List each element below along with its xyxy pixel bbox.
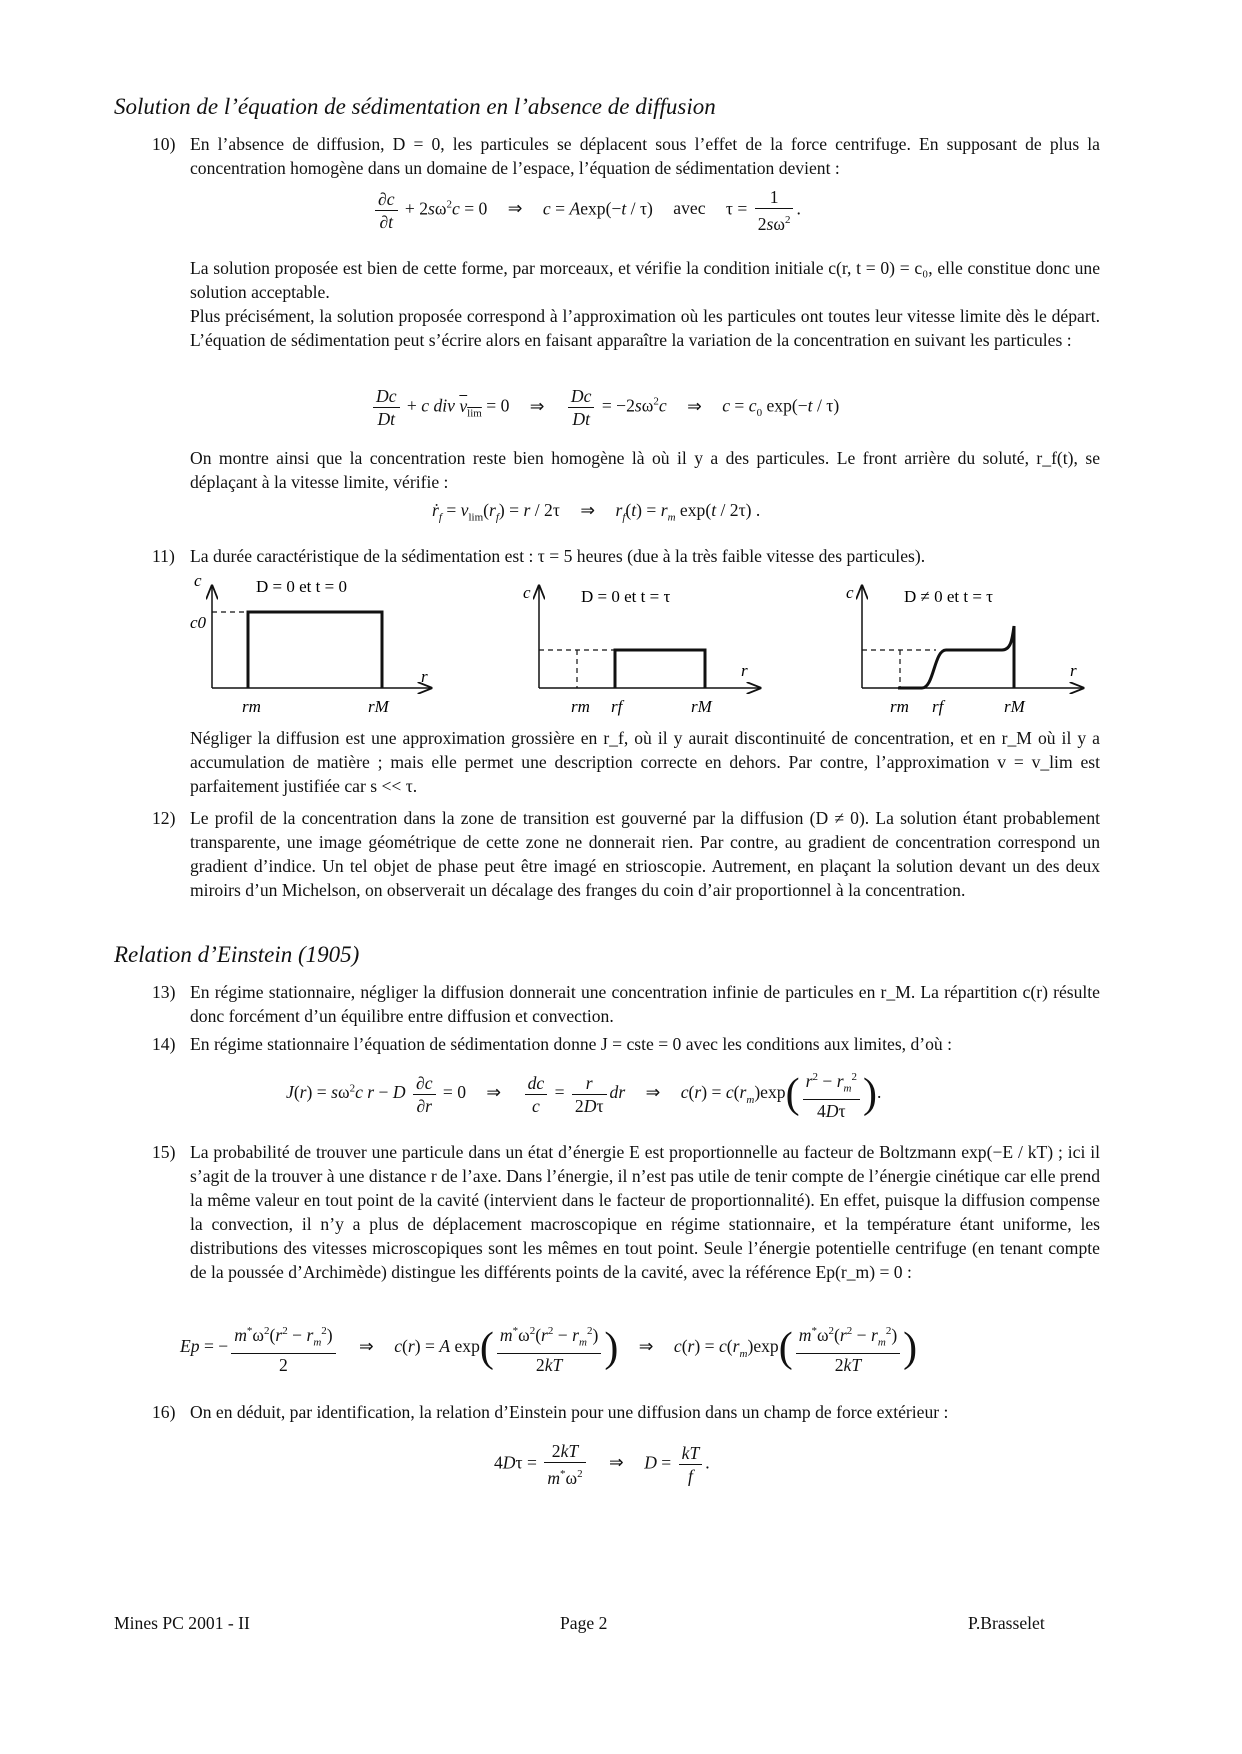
item-number: 10) (152, 134, 176, 154)
footer-author: P.Brasselet (968, 1613, 1045, 1633)
item-12-paragraph-1: Le profil de la concentration dans la zone de transition est gouverné par la diffusion (D ≠ 0). La solution étant probablement transparente, une image géométrique de cette zone ne donnerait rien. Par contre, au gradient de concentration correspond un gradient d’indice. Un tel objet de phase peut être imagé en strioscopie. Autrement, en plaçant la solution devant un des deux miroirs d’un Michelson, on observerait un décalage des franges du coin d’air proportionnel à la concentration. (190, 808, 1100, 900)
footer-left: Mines PC 2001 - II (114, 1613, 250, 1633)
axis-label-r: r (741, 661, 748, 680)
equation-16: 4Dτ = $\frac{2kT}{m^*\omega^2}$ ⇒ D = $\frac{kT}{f}$ . (494, 1441, 710, 1488)
item-10-continued-a (152, 256, 1100, 352)
equation-word-avec: avec (673, 198, 706, 219)
item-number: 11) (152, 546, 175, 566)
item-12 (152, 806, 1100, 902)
equation-10b: $\frac{Dc}{Dt}$ + c div $v_{lim} = 0$ ⇒ $\frac{Dc}{Dt}$ = $-2s\omega^2c$ ⇒ $c = c_0$ exp(−t / τ) (370, 385, 839, 430)
item-11-paragraph-2: Négliger la diffusion est une approximation grossière en r_f, où il y aurait discontinuité de concentration, et en r_M où il y a accumulation de matière ; mais elle permet une description correcte en dehors. Par contre, l’approximation v = v_lim est parfaitement justifiée car s << τ. (190, 728, 1100, 796)
label-rm: rm (242, 697, 261, 716)
label-c0: c0 (190, 613, 207, 632)
section-title-sedimentation: Solution de l’équation de sédimentation en l’absence de diffusion (114, 94, 716, 119)
diagram-caption: D ≠ 0 et t = τ (904, 587, 994, 606)
item-11 (152, 544, 1100, 568)
item-number: 12) (152, 808, 176, 828)
axis-label-c: c (194, 572, 202, 590)
label-rM: rM (368, 697, 389, 716)
item-14 (152, 1032, 1100, 1056)
label-rM: rM (1004, 697, 1025, 716)
label-rM: rM (691, 697, 712, 716)
item-11-continued (152, 726, 1100, 798)
item-10-continued-b (152, 446, 1100, 494)
item-number: 14) (152, 1034, 176, 1054)
item-number: 15) (152, 1142, 176, 1162)
diagram-caption: D = 0 et t = τ (581, 587, 671, 606)
axis-label-c: c (523, 583, 531, 602)
label-rm: rm (890, 697, 909, 716)
item-14-paragraph-1: En régime stationnaire l’équation de sédimentation donne J = cste = 0 avec les conditions aux limites, d’où : (190, 1034, 953, 1054)
item-11-paragraph-1: La durée caractéristique de la sédimentation est : τ = 5 heures (due à la très faible vitesse des particules). (190, 546, 926, 566)
equation-period: . (755, 500, 761, 520)
equation-15: Ep = − $\frac{m^*\omega^2(r^2 - r_m^2)}{2}$ ⇒ c(r) = A exp( $\frac{m^*\omega^2(r^2 - r_m^2)}{2kT}$ ) ⇒ $c(r) = c(r_m)\exp$( $\frac{m^*\omega^2(r^2 - r_m^2)}{2kT}$ ) (180, 1320, 917, 1376)
label-rm: rm (571, 697, 590, 716)
section-title-einstein: Relation d’Einstein (1905) (114, 942, 360, 967)
axis-label-r: r (1070, 661, 1077, 680)
equation-10a: $\frac{\partial c}{\partial t}$ + $2s\omega^2c = 0$ ⇒ c = Aexp(−t / τ) avec τ = $\frac{1}{2s\omega^2}$ . (372, 186, 801, 235)
item-10-paragraph-2: La solution proposée est bien de cette forme, par morceaux, et vérifie la condition initiale c(r, t = 0) = c₀, elle constitue donc une solution acceptable. (190, 258, 1100, 302)
diagram-caption: D = 0 et t = 0 (256, 577, 347, 596)
axis-label-r: r (421, 667, 428, 686)
diagram-no-diffusion-profile (515, 572, 785, 722)
item-15 (152, 1140, 1100, 1284)
item-13 (152, 980, 1100, 1028)
equation-10c: ṙ$_f$ = $v_{lim}(r_f) = r / 2\tau$ ⇒ $r_f(t) = r_m$ exp(t / 2τ) . (432, 500, 761, 524)
item-16-paragraph-1: On en déduit, par identification, la relation d’Einstein pour une diffusion dans un champ de force extérieur : (190, 1402, 949, 1422)
item-number: 13) (152, 982, 176, 1002)
item-10-paragraph-4: On montre ainsi que la concentration reste bien homogène là où il y a des particules. Le front arrière du soluté, r_f(t), se déplaçant à la vitesse limite, vérifie : (190, 448, 1100, 492)
item-10-paragraph-1: En l’absence de diffusion, D = 0, les particules se déplacent sous l’effet de la force centrifuge. En supposant de plus la concentration homogène dans un domaine de l’espace, l’équation de sédimentation devient : (190, 134, 1100, 178)
item-10 (152, 132, 1100, 180)
diagram-initial-profile (186, 572, 456, 722)
axis-label-c: c (846, 583, 854, 602)
footer-page-number: Page 2 (560, 1613, 608, 1633)
diagram-with-diffusion-profile (838, 572, 1108, 722)
item-number: 16) (152, 1402, 176, 1422)
label-rf: rf (611, 697, 623, 716)
item-15-paragraph-1: La probabilité de trouver une particule dans un état d’énergie E est proportionnelle au facteur de Boltzmann exp(−E / kT) ; ici il s’agit de la trouver à une distance r de l’axe. Dans l’énergie, il n’est pas utile de tenir compte de l’énergie cinétique car elle prend la même valeur en tout point de la cavité (intervient dans le facteur de proportionnalité). En effet, puisque la diffusion compense la convection, il n’y a plus de déplacement macroscopique en régime stationnaire, et la température étant uniforme, les distributions des vitesses microscopiques sont les mêmes en tout point. Seule l’énergie potentielle centrifuge (en tenant compte de la poussée d’Archimède) distingue les différents points de la cavité, avec la référence Ep(r_m) = 0 : (190, 1142, 1100, 1282)
item-10-paragraph-3: Plus précisément, la solution proposée correspond à l’approximation où les particules ont toutes leur vitesse limite dès le départ. L’équation de sédimentation peut s’écrire alors en faisant apparaître la variation de la concentration en suivant les particules : (190, 306, 1100, 350)
item-13-paragraph-1: En régime stationnaire, négliger la diffusion donnerait une concentration infinie de particules en r_M. La répartition c(r) résulte donc forcément d’un équilibre entre diffusion et convection. (190, 982, 1100, 1026)
equation-14: $J(r) = s\omega^2c$ r − D $\frac{\partial c}{\partial r}$ = 0 ⇒ $\frac{dc}{c}$ = $\frac{r}{2D\tau}$ dr ⇒ $c(r) = c(r_m)\exp$( $\frac{r^2 - r_m^2}{4D\tau}$ ). (286, 1066, 881, 1122)
label-rf: rf (932, 697, 944, 716)
item-16 (152, 1400, 1100, 1424)
